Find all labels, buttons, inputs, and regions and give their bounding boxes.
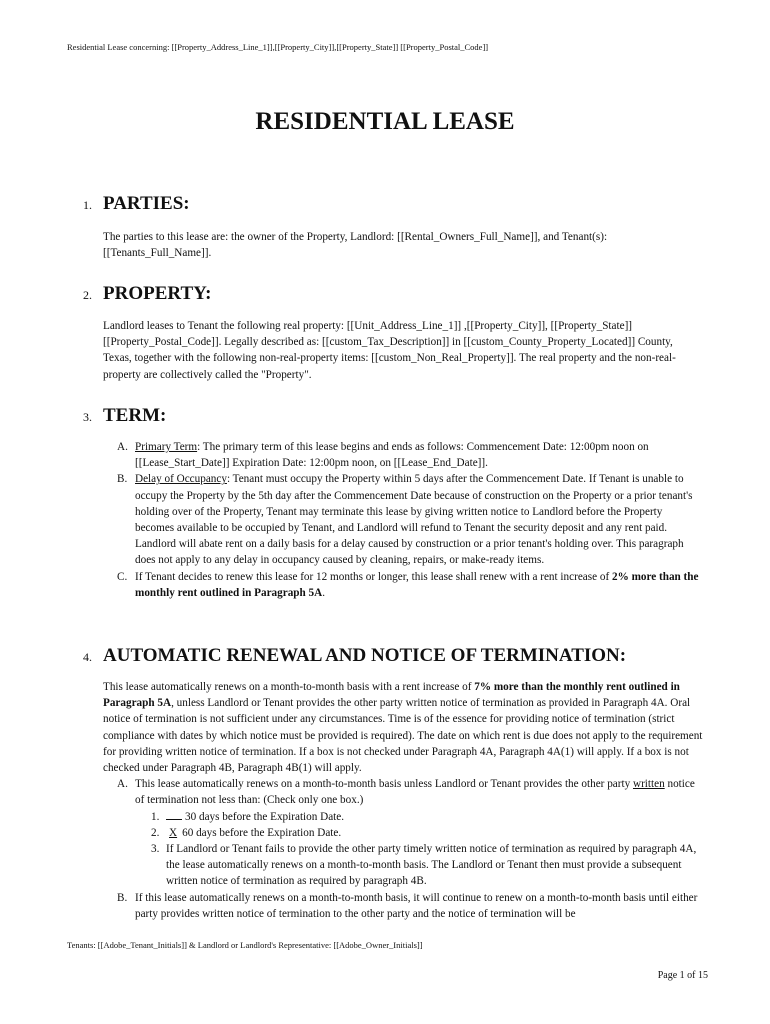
renewal-b-text: If this lease automatically renews on a month-to-month basis, it will continue to renew on a month-to-month basis until either party provides written notice of termination to the other party and the notice of termination will be	[135, 891, 698, 920]
notice-option-1	[151, 809, 703, 825]
renewal-item-a	[117, 776, 703, 808]
renewal-item-b	[117, 890, 703, 922]
term-item-c	[117, 569, 703, 601]
list-marker: A.	[117, 441, 128, 453]
list-marker: C.	[117, 570, 128, 583]
renewal-intro-paragraph	[103, 679, 703, 776]
section-number: 3.	[83, 410, 92, 424]
checkbox-checked[interactable]: X	[169, 826, 178, 839]
primary-term-label: Primary Term	[135, 441, 198, 453]
written-underlined: written	[632, 778, 665, 791]
delay-of-occupancy-text: : Tenant must occupy the Property within 5 days after the Commencement Date. If Tenant is unable to occupy the Property by the 5th day after the Commencement Date because of construction on the Property or a prior tenant's holding over of the Property, Tenant may terminate this lease by giving written notice to Landlord before the Property becomes available to be occupied by Tenant, and Landlord will refund to Tenant the security deposit and any rent paid. Landlord will abate rent on a daily basis for a delay caused by construction or a prior tenant's holding over. This paragraph does not apply to any delay in occupancy caused by cleaning, repairs, or make-ready items.	[135, 473, 693, 567]
document-title: RESIDENTIAL LEASE	[255, 108, 515, 135]
renewal-increase-bold: 2% more than the monthly rent outlined in Paragraph 5A	[135, 570, 699, 599]
section-title: TERM:	[103, 405, 167, 426]
renewal-intro-text: This lease automatically renews on a month-to-month basis with a rent increase of	[103, 681, 475, 693]
list-marker: 3.	[151, 843, 160, 856]
primary-term-text: : The primary term of this lease begins and ends as follows: Commencement Date: 12:00pm noon on [[Lease_Start_Date]] Expiration Date: 12:00pm noon, on [[Lease_End_Date]].	[135, 441, 649, 470]
renewal-intro-bold: 7% more than the monthly rent outlined in Paragraph 5A	[103, 681, 680, 710]
option-text: If Landlord or Tenant fails to provide the other party timely written notice of termination as required by paragraph 4A, the lease automatically renews on a month-to-month basis. The Landlord or Tenant then must provide a subsequent written notice of termination as required by paragraph 4B.	[166, 843, 697, 888]
list-marker: 2.	[151, 826, 160, 839]
section-number: 1.	[83, 198, 92, 212]
renewal-increase-text: If Tenant decides to renew this lease for 12 months or longer, this lease shall renew with a rent increase of	[135, 570, 612, 583]
renewal-a-text: This lease automatically renews on a month-to-month basis unless Landlord or Tenant provides the other party	[135, 778, 633, 791]
running-header: Residential Lease concerning: [[Property_Address_Line_1]],[[Property_City]],[[Property_State]] [[Property_Postal_Code]]	[67, 42, 489, 52]
list-marker: A.	[117, 778, 128, 791]
section-parties	[83, 193, 703, 261]
term-item-b	[117, 471, 703, 568]
list-marker: B.	[117, 473, 128, 486]
checkbox-blank[interactable]	[166, 810, 182, 820]
initials-footer: Tenants: [[Adobe_Tenant_Initials]] & Landlord or Landlord's Representative: [[Adobe_Owner_Initials]]	[67, 940, 423, 950]
page-number: Page 1 of 15	[657, 970, 708, 981]
section-term	[83, 405, 703, 601]
section-title: PARTIES:	[103, 193, 190, 214]
term-item-a	[117, 439, 703, 471]
notice-option-2	[151, 825, 703, 841]
option-text: 60 days before the Expiration Date.	[182, 826, 342, 839]
parties-paragraph: The parties to this lease are: the owner of the Property, Landlord: [[Rental_Owners_Full_Name]], and Tenant(s): [[Tenants_Full_Name]].	[103, 231, 608, 260]
section-renewal	[83, 645, 703, 922]
notice-option-3	[151, 841, 703, 890]
delay-of-occupancy-label: Delay of Occupancy	[135, 473, 227, 486]
list-marker: 1.	[151, 810, 160, 823]
property-paragraph: Landlord leases to Tenant the following real property: [[Unit_Address_Line_1]] ,[[Property_City]], [[Property_State]] [[Property_Postal_Code]]. Legally described as: [[custom_Tax_Description]] in [[custom_County_Property_Located]] County, Texas, together with the following non-real-property items: [[custom_Non_Real_Property]]. The real property and the non-real-property are collectively called the "Property".	[103, 320, 676, 381]
section-title: PROPERTY:	[103, 283, 212, 304]
section-number: 4.	[83, 650, 92, 664]
renewal-a-text-end: notice of termination not less than: (Check only one box.)	[135, 778, 695, 807]
section-title: AUTOMATIC RENEWAL AND NOTICE OF TERMINATION:	[103, 645, 627, 666]
renewal-increase-end: .	[322, 586, 325, 599]
option-text: 30 days before the Expiration Date.	[185, 810, 345, 823]
list-marker: B.	[117, 891, 128, 904]
section-property	[83, 283, 703, 383]
section-number: 2.	[83, 288, 92, 302]
renewal-intro-rest: , unless Landlord or Tenant provides the other party written notice of termination as provided in Paragraph 4A. Oral notice of termination is not sufficient under any circumstances. Time is of the essence for providing notice of termination (strict compliance with dates by which notice must be provided is required). The date on which rent is due does not apply to the requirement for providing written notice of termination. If a box is not checked under Paragraph 4A, Paragraph 4A(1) will apply. If a box is not checked under Paragraph 4B, Paragraph 4B(1) will apply.	[103, 697, 703, 775]
